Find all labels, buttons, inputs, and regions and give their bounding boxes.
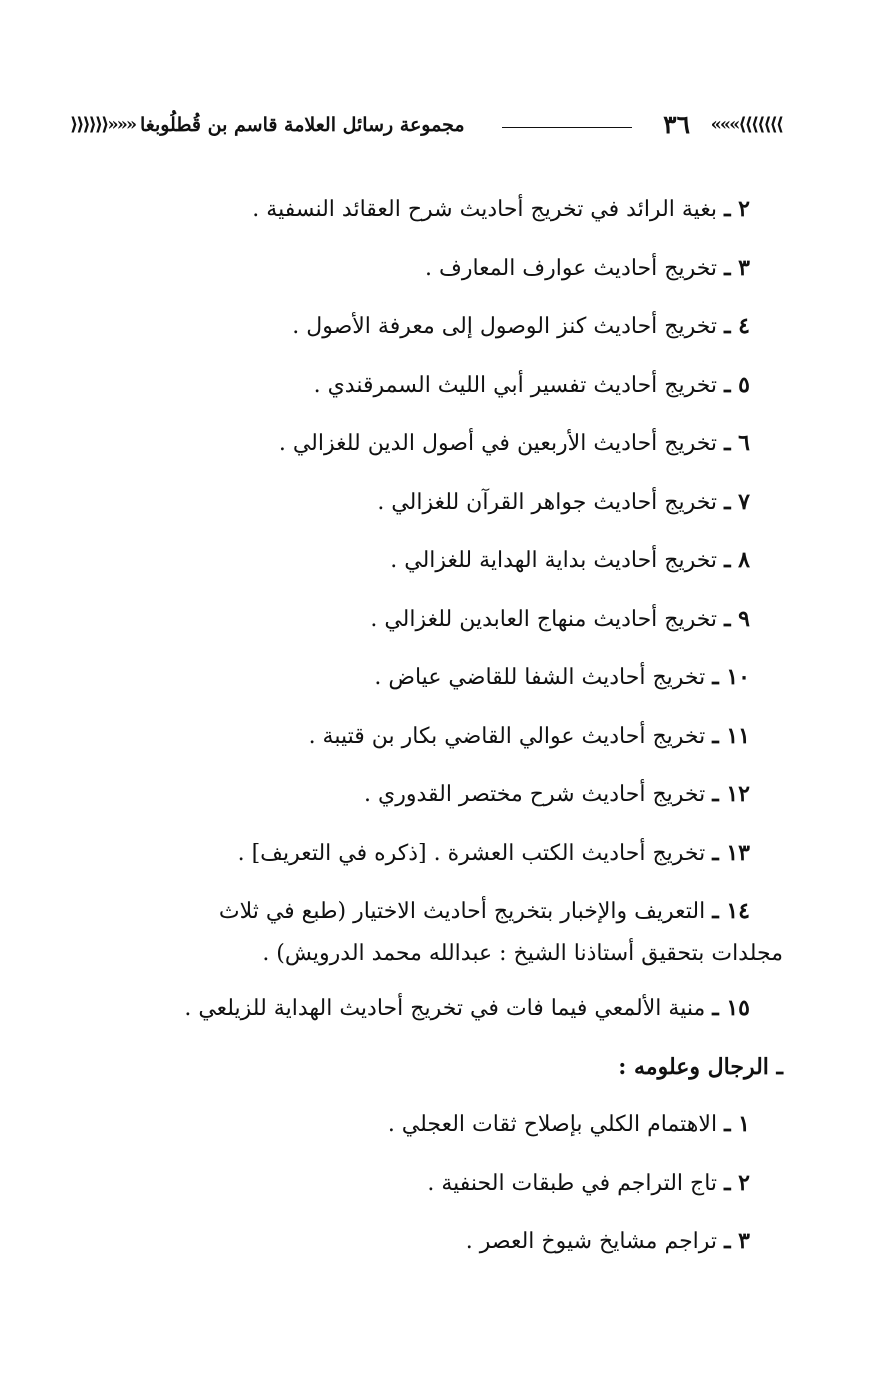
item-text: تخريج أحاديث عوالي القاضي بكار بن قتيبة . [308,723,706,749]
header-ornament-left: «««⟨⟨⟨⟨⟨⟨ [70,114,136,135]
item-number: ١٠ ـ [712,664,750,690]
item-number: ٨ ـ [724,547,750,573]
list-item [70,428,783,459]
item-number: ١٣ ـ [712,839,750,866]
item-text-line1: التعريف والإخبار بتخريج أحاديث الاختيار (طبع في ثلاث [218,899,706,924]
item-text: تخريج أحاديث بداية الهداية للغزالي . [390,548,718,573]
item-text: تخريج أحاديث جواهر القرآن للغزالي . [377,489,718,515]
item-number: ٢ ـ [724,196,750,222]
list-item [70,1109,783,1140]
item-number: ٣ ـ [724,1228,750,1254]
list-item [70,253,783,284]
item-text: الاهتمام الكلي بإصلاح ثقات العجلي . [387,1112,718,1137]
item-text: تخريج أحاديث الكتب العشرة . [ذكره في التعريف] . [237,840,706,866]
item-text: تخريج أحاديث شرح مختصر القدوري . [363,782,706,807]
item-text: تخريج أحاديث تفسير أبي الليث السمرقندي . [313,372,718,398]
item-number: ٣ ـ [724,254,750,281]
list-item [70,1168,783,1199]
item-number: ١٢ ـ [712,781,750,807]
list-item [70,662,783,693]
item-number: ٧ ـ [724,488,750,515]
list-item [70,194,783,225]
list-item [70,1226,783,1257]
list-item [70,545,783,576]
list-item [70,838,783,869]
item-text: منية الألمعي فيما فات في تخريج أحاديث الهداية للزيلعي . [184,996,706,1021]
item-number: ٦ ـ [724,430,750,456]
item-text: تخريج أحاديث كنز الوصول إلى معرفة الأصول . [292,314,718,339]
item-text: تخريج أحاديث عوارف المعارف . [425,255,718,281]
list-item-multiline [70,890,783,975]
header-title: مجموعة رسائل العلامة قاسم بن قُطلُوبغا [140,114,465,136]
list-item [70,779,783,810]
item-number: ١ ـ [724,1111,750,1137]
item-number: ٥ ـ [724,371,750,398]
item-number: ١٥ ـ [712,995,750,1021]
list-item [70,721,783,752]
list-item [70,370,783,401]
item-number: ٩ ـ [724,605,750,632]
item-number: ٤ ـ [724,313,750,339]
list-item [70,311,783,342]
item-text: تخريج أحاديث منهاج العابدين للغزالي . [370,606,718,632]
header-rule [502,127,632,128]
list-item [70,604,783,635]
section-heading: ـ الرجال وعلومه : [618,1053,783,1080]
item-text: تراجم مشايخ شيوخ العصر . [465,1229,718,1254]
item-number: ١١ ـ [712,722,750,749]
running-header [70,110,782,144]
page-number: ٣٦ [663,110,690,139]
header-ornament-right: ⟩⟩⟩⟩⟩⟩⟩»»» [710,114,782,135]
list-item [70,487,783,518]
item-text: تخريج أحاديث الأربعين في أصول الدين للغزالي . [278,431,718,456]
page-body [70,194,783,1285]
list-item [70,993,783,1024]
item-text: تخريج أحاديث الشفا للقاضي عياض . [374,665,706,690]
item-text: بغية الرائد في تخريج أحاديث شرح العقائد النسفية . [252,197,718,222]
item-text-line2: مجلدات بتحقيق أستاذنا الشيخ : عبدالله محمد الدرويش) . [262,941,783,966]
item-number: ١٤ ـ [712,898,750,924]
item-text: تاج التراجم في طبقات الحنفية . [427,1170,718,1196]
item-number: ٢ ـ [724,1169,750,1196]
